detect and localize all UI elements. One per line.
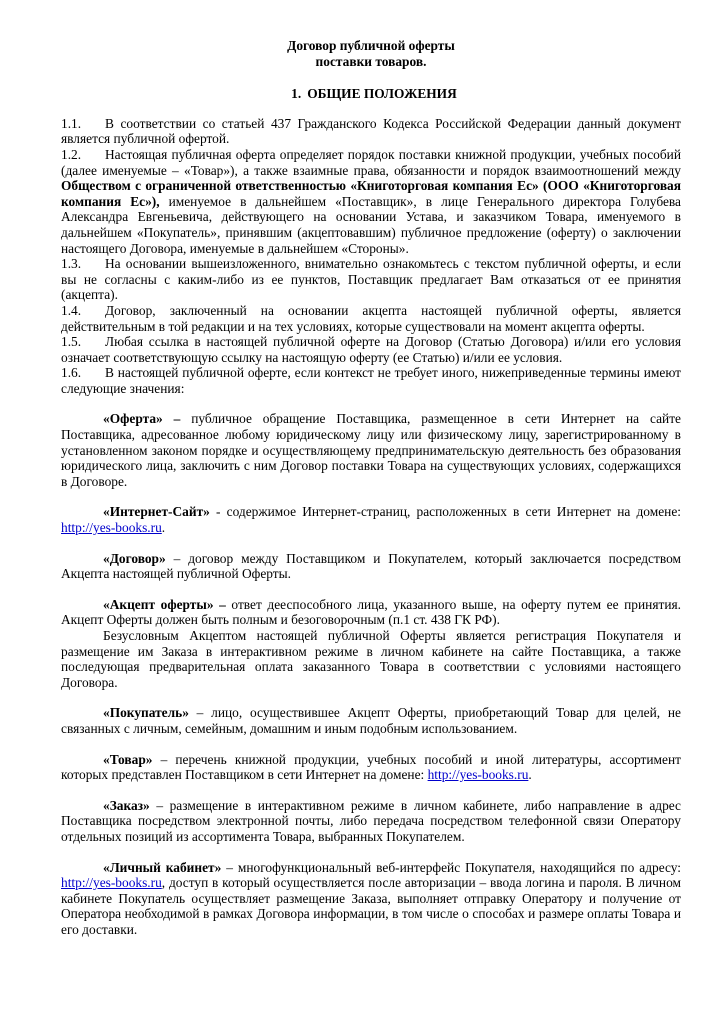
term-pokupatel [61,705,681,736]
term-akcept-continuation: Безусловным Акцептом настоящей публичной Оферты является регистрация Покупателя и размещение им Заказа в интерактивном режиме в личном кабинете на сайте Поставщика, а также последующая предварительная оплата заказанного Товара в соответствии с условиями настоящего Договора. [61,628,681,690]
term-definition: – размещение в интерактивном режиме в личном кабинете, либо направление в адрес Поставщика посредством электронной почты, либо передача посредством телефонной связи Оператору отдельных позиций из ассортимента Товара, выбранных Покупателем. [61,797,681,844]
term-tovar [61,752,681,783]
term-definition: – договор между Поставщиком и Покупателем, который заключается посредством Акцепта настоящей публичной Оферты. [61,550,681,582]
company-name: Обществом с ограниченной ответственностью «Книготорговая компания Ес» (ООО «Книготорговая компания Ес»), [61,178,681,209]
clause-text: В соответствии со статьей 437 Гражданского Кодекса Российской Федерации данный документ является публичной офертой. [61,115,681,147]
term-label: «Личный кабинет» [103,859,222,875]
clause-text: Договор, заключенный на основании акцепта настоящей публичной оферты, является действительным в той редакции и на тех условиях, которые существовали на момент акцепта оферты. [61,302,681,334]
section-title: ОБЩИЕ ПОЛОЖЕНИЯ [307,86,457,102]
term-zakaz [61,798,681,845]
document-page [61,38,681,938]
clause-number: 1.1. [61,115,82,131]
clause-number: 1.2. [61,146,82,162]
clause-1-5 [61,334,681,365]
term-label: «Товар» [103,751,153,767]
term-tail: , доступ в который осуществляется после авторизации – ввода логина и пароля. В личном кабинете Покупатель осуществляет размещение Заказа, выполняет отправку Оператору и получение от Оператора необходимой в рамках Договора информации, в том числе о способах и размере оплаты Товара и его доставки. [61,875,681,937]
kabinet-link[interactable]: http://yes-books.ru [61,875,162,891]
clause-1-6 [61,365,681,396]
term-label: «Заказ» [103,797,150,813]
clause-1-2 [61,147,681,256]
term-dogovor [61,551,681,582]
document-title-line1: Договор публичной оферты [287,38,455,53]
section-number: 1. [291,86,302,102]
clause-text: Настоящая публичная оферта определяет порядок поставки книжной продукции, учебных пособий (далее именуемые – «Товар»), а также взаимные права, обязанности и порядок взаимоотношений между [61,146,681,178]
clause-number: 1.6. [61,365,82,381]
term-label: «Покупатель» [103,705,189,721]
term-definition: – лицо, осуществившее Акцепт Оферты, приобретающий Товар для целей, не связанных с личным, семейным, домашним и иным подобным использованием. [61,705,681,736]
clause-1-1 [61,116,681,147]
clause-text: именуемое в дальнейшем «Поставщик», в лице Генерального директора Голубева Александра Евгеньевича, действующего на основании Устава, и заказчиком Товара, именуемого в дальнейшем «Покупатель», принявшим (акцептовавшим) публичное предложение (оферту) о заключении настоящего Договора, именуемые в дальнейшем «Стороны». [61,193,681,256]
term-label: «Оферта» – [103,411,181,427]
term-definition: публичное обращение Поставщика, размещенное в сети Интернет на сайте Поставщика, адресованное любому юридическому лицу или физическому лицу, зарегистрированному в установленном законом порядке и осуществляющему предпринимательскую деятельность без образования юридического лица, заключить с ним Договор поставки Товара на существующих условиях, содержащихся в Договоре. [61,411,681,489]
clause-text: На основании вышеизложенного, внимательно ознакомьтесь с текстом публичной оферты, и если вы не согласны с каким-либо из ее пунктов, Поставщик предлагает Вам отказаться от ее принятия (акцепта). [61,256,681,303]
tovar-link[interactable]: http://yes-books.ru [427,767,529,783]
term-internet-site [61,504,681,535]
term-label: «Акцепт оферты» – [103,596,226,612]
term-tail: . [528,767,532,783]
site-link[interactable]: http://yes-books.ru [61,520,162,536]
term-definition: – перечень книжной продукции, учебных пособий и иной литературы, ассортимент которых представлен Поставщиком в сети Интернет на домене: [61,751,681,783]
term-definition: ответ дееспособного лица, указанного выше, на оферту путем ее принятия. Акцепт Оферты должен быть полным и безоговорочным (п.1 ст. 438 ГК РФ). [61,596,682,628]
clause-number: 1.3. [61,256,82,272]
term-oferta [61,411,681,489]
clause-1-4 [61,303,681,334]
document-title-line2: поставки товаров. [315,53,427,69]
clause-number: 1.4. [61,302,82,318]
clause-1-3 [61,256,681,303]
clause-text: Любая ссылка в настоящей публичной оферте на Договор (Статью Договора) и/или его условия означает соответствующую ссылку на настоящую оферту (ее Статью) и/или ее условия. [61,334,681,365]
term-tail: . [161,520,166,536]
term-definition: - содержимое Интернет-страниц, расположенных в сети Интернет на домене: [209,504,681,520]
term-label: «Интернет-Сайт» [103,504,210,520]
term-label: «Договор» [103,550,166,566]
clause-text: В настоящей публичной оферте, если контекст не требует иного, нижеприведенные термины имеют следующие значения: [61,365,681,396]
term-definition: – многофункциональный веб-интерфейс Покупателя, находящийся по адресу: [221,859,681,875]
term-lichny-kabinet [61,860,681,938]
section-heading [61,86,681,102]
term-akcept [61,597,681,628]
clause-number: 1.5. [61,334,82,350]
